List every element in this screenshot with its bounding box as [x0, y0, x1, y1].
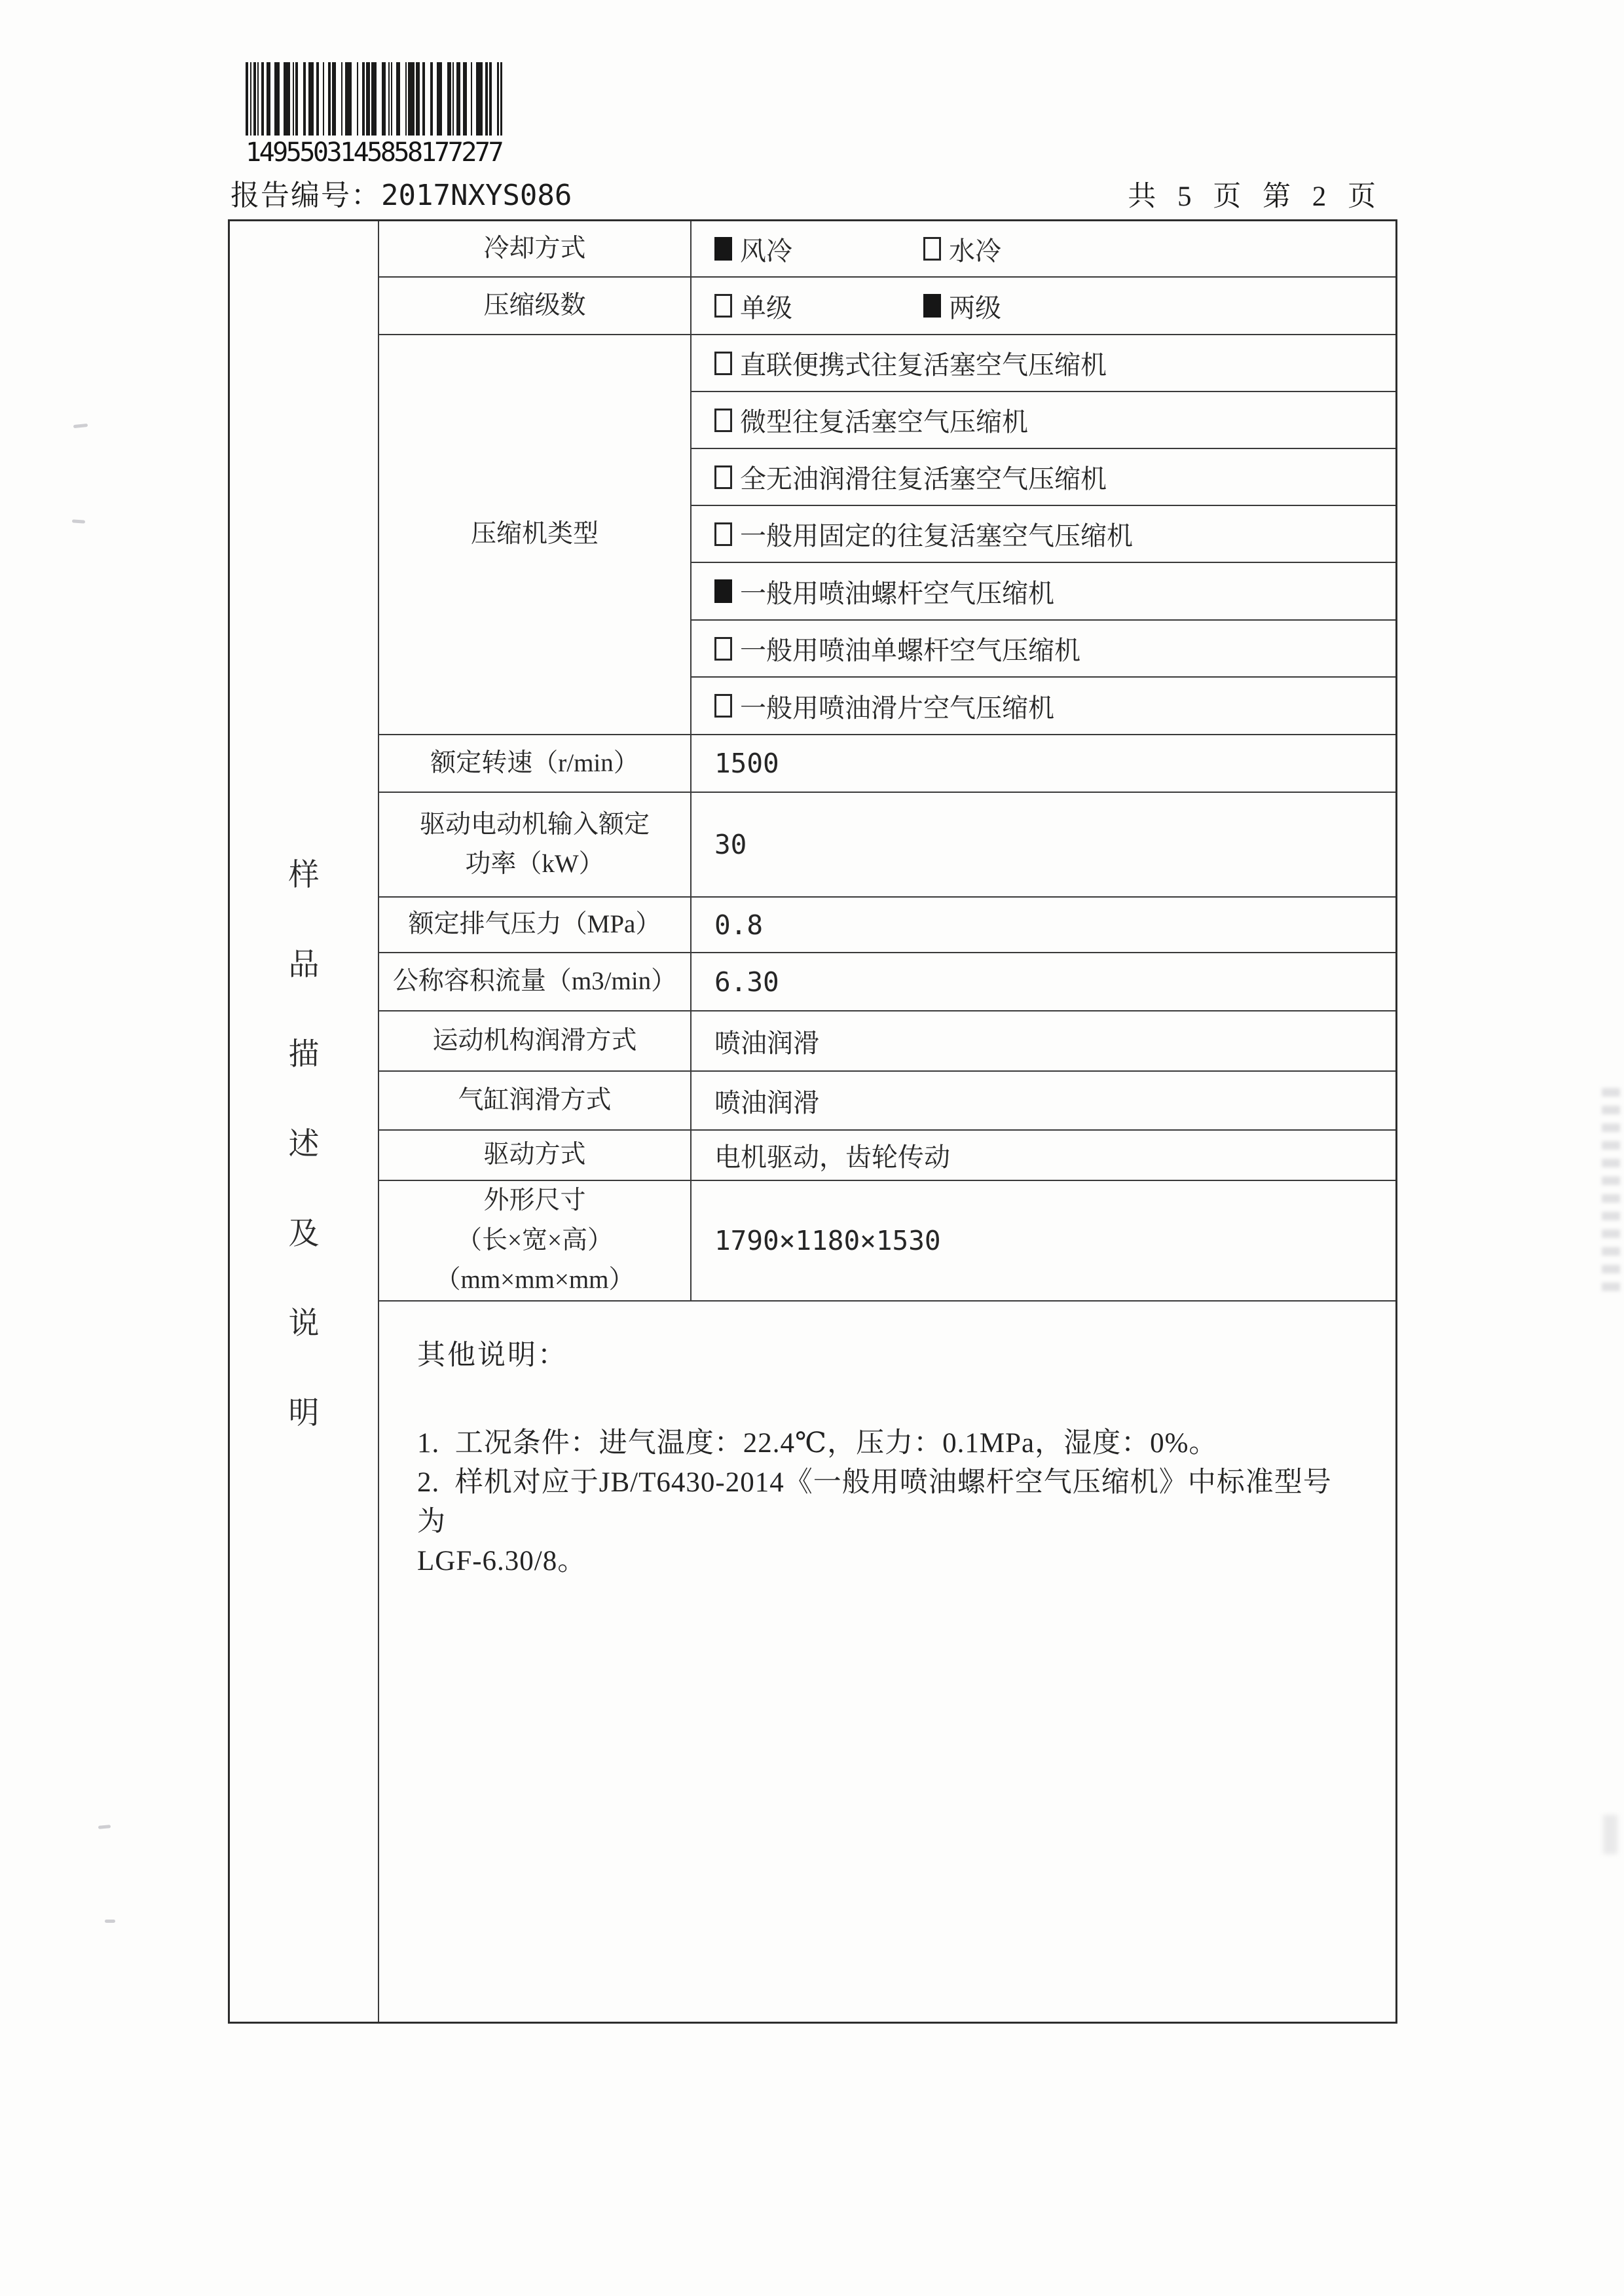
- checkbox-single-stage-icon: [714, 294, 732, 318]
- checkbox-oil-free-recip-icon: [714, 465, 732, 489]
- scan-bleed-through: [1603, 1815, 1617, 1854]
- sample-description-table: [228, 219, 1397, 2024]
- scan-noise-dash: [98, 1825, 111, 1829]
- scan-noise-dash: [73, 424, 88, 428]
- label-overall-dimensions: 外形尺寸 （长×宽×高） （mm×mm×mm）: [379, 1181, 692, 1302]
- checkbox-air-cooled-icon: [714, 237, 732, 261]
- checkbox-oil-injected-screw-icon: [714, 579, 732, 603]
- option-direct-portable-recip: 直联便携式往复活塞空气压缩机: [692, 335, 1395, 392]
- label-cooling-method: 冷却方式: [379, 221, 692, 278]
- label-nominal-volume-flow: 公称容积流量（m3/min）: [379, 953, 692, 1011]
- checkbox-fixed-recip-icon: [714, 522, 732, 546]
- value-nominal-volume-flow: 6.30: [692, 953, 1395, 1011]
- pagination: 共 5 页 第 2 页: [1128, 181, 1383, 212]
- option-single-screw: 一般用喷油单螺杆空气压缩机: [692, 621, 1395, 678]
- barcode-number: 1495503145858177277: [246, 137, 502, 168]
- value-drive-mode: 电机驱动，齿轮传动: [692, 1131, 1395, 1181]
- label-cylinder-lubrication: 气缸润滑方式: [379, 1072, 692, 1131]
- option-oil-injected-screw: 一般用喷油螺杆空气压缩机: [692, 563, 1395, 621]
- side-label-sample-description: [230, 221, 379, 2022]
- value-motion-lubrication: 喷油润滑: [692, 1011, 1395, 1072]
- barcode: [246, 62, 502, 168]
- side-label-chars: 样 品 描 述 及 说 明: [288, 858, 320, 1430]
- label-motor-rated-power: 驱动电动机输入额定 功率（kW）: [379, 793, 692, 898]
- option-two-stage: 两级: [923, 287, 1001, 325]
- option-air-cooled: 风冷: [714, 230, 792, 268]
- value-cylinder-lubrication: 喷油润滑: [692, 1072, 1395, 1131]
- checkbox-single-screw-icon: [714, 637, 732, 661]
- label-rated-speed: 额定转速（r/min）: [379, 735, 692, 793]
- checkbox-micro-recip-icon: [714, 409, 732, 432]
- note-line-1: 1. 工况条件：进气温度：22.4℃，压力：0.1MPa，湿度：0%。: [417, 1428, 1218, 1459]
- option-micro-recip: 微型往复活塞空气压缩机: [692, 392, 1395, 449]
- option-sliding-vane: 一般用喷油滑片空气压缩机: [692, 678, 1395, 735]
- value-motor-rated-power: 30: [692, 793, 1395, 898]
- option-water-cooled: 水冷: [923, 230, 1001, 268]
- value-compression-stages: [692, 278, 1395, 335]
- value-rated-discharge-pressure: 0.8: [692, 898, 1395, 953]
- checkbox-water-cooled-icon: [923, 237, 941, 261]
- note-line-2: 2. 样机对应于JB/T6430-2014《一般用喷油螺杆空气压缩机》中标准型号为: [417, 1467, 1332, 1537]
- value-overall-dimensions: 1790×1180×1530: [692, 1181, 1395, 1302]
- label-motion-lubrication: 运动机构润滑方式: [379, 1011, 692, 1072]
- other-notes-section: [379, 1302, 1395, 2022]
- label-drive-mode: 驱动方式: [379, 1131, 692, 1181]
- scan-bleed-through: [1602, 1088, 1620, 1298]
- report-number-label: 报告编号：: [231, 179, 381, 211]
- checkbox-direct-portable-recip-icon: [714, 352, 732, 375]
- option-oil-free-recip: 全无油润滑往复活塞空气压缩机: [692, 449, 1395, 506]
- label-compressor-type: 压缩机类型: [379, 335, 692, 735]
- report-number-value: 2017NXYS086: [381, 179, 572, 212]
- scan-noise-dash: [72, 519, 85, 523]
- barcode-bars: [246, 62, 502, 136]
- option-single-stage: 单级: [714, 287, 792, 325]
- note-line-3: LGF-6.30/8。: [417, 1546, 587, 1576]
- label-compression-stages: 压缩级数: [379, 278, 692, 335]
- value-cooling-method: [692, 221, 1395, 278]
- scan-noise-dash: [105, 1920, 115, 1923]
- value-rated-speed: 1500: [692, 735, 1395, 793]
- option-fixed-recip: 一般用固定的往复活塞空气压缩机: [692, 506, 1395, 563]
- checkbox-sliding-vane-icon: [714, 694, 732, 718]
- label-rated-discharge-pressure: 额定排气压力（MPa）: [379, 898, 692, 953]
- checkbox-two-stage-icon: [923, 294, 941, 318]
- other-notes-title: 其他说明：: [417, 1340, 568, 1371]
- report-number-line: [231, 172, 572, 213]
